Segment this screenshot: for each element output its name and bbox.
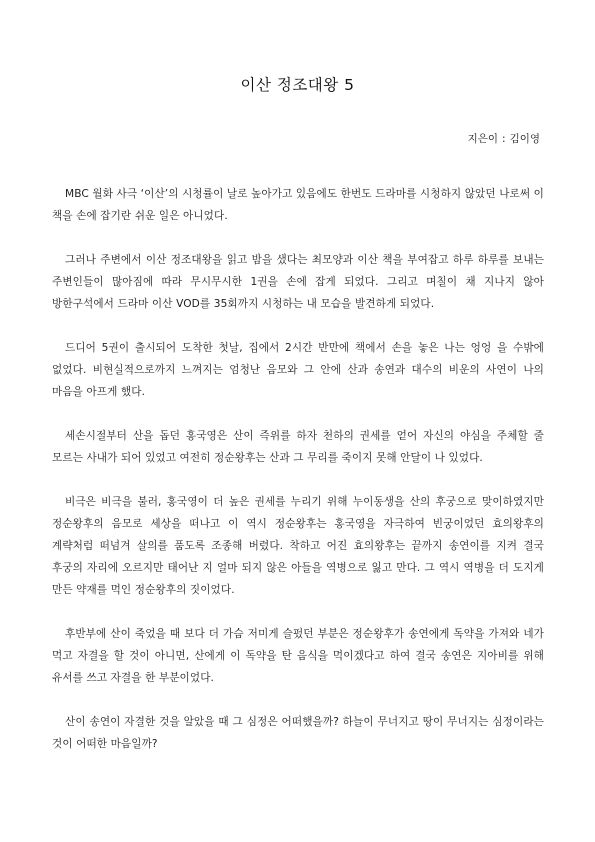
paragraph: MBC 월화 사극 ‘이산’의 시청률이 날로 높아가고 있음에도 한번도 드라마를 시청하지 않았던 나로써 이 책을 손에 잡기란 쉬운 일은 아니었다. — [52, 188, 544, 222]
paragraph: 그러나 주변에서 이산 정조대왕을 읽고 밤을 샜다는 최모양과 이산 책을 부여잡고 하루 하루를 보내는 주변인들이 많아짐에 따라 무시무시한 1권을 손에 잡게 되었다. 그리고 며칠이 채 지나지 않아 방한구석에서 드라마 이산 VOD를 35회까지 시청하는 내 모습을 발견하게 되었다. — [52, 254, 544, 310]
author-line — [468, 131, 540, 146]
paragraph: 비극은 비극을 불러, 홍국영이 더 높은 권세를 누리기 위해 누이동생을 산의 후궁으로 맞이하였지만 정순왕후의 음모로 세상을 떠나고 이 역시 정순왕후는 홍국영을 자극하여 빈궁이었던 효의왕후의 계략처럼 떠넘겨 살의를 품도록 조종해 버렸다. 착하고 어진 효의왕후는 끝까지 송연이를 지켜 결국 후궁의 자리에 오르지만 태어난 지 얼마 되지 않은 아들을 역병으로 잃고 만다. 그 역시 역병을 더 도지게 만든 약재를 먹인 정순왕후의 짓이었다. — [52, 496, 544, 596]
paragraph: 세손시절부터 산을 돕던 홍국영은 산이 즉위를 하자 천하의 권세를 얻어 자신의 야심을 주체할 줄 모르는 사내가 되어 있었고 여전히 정순왕후는 산과 그 무리를 죽이지 못해 안달이 나 있었다. — [52, 430, 544, 464]
paragraph: 산이 송연이 자결한 것을 알았을 때 그 심정은 어떠했을까? 하늘이 무너지고 땅이 무너지는 심정이라는 것이 어떠한 마음일까? — [52, 716, 544, 750]
author-separator: : — [502, 133, 506, 145]
document-title: 이산 정조대왕 5 — [240, 76, 355, 94]
author-name: 김이영 — [509, 133, 540, 145]
paragraph: 후반부에 산이 죽었을 때 보다 더 가슴 저미게 슬펐던 부분은 정순왕후가 송연에게 독약을 가져와 네가 먹고 자결을 할 것이 아니면, 산에게 이 독약을 탄 음식을 먹이겠다고 하여 결국 송연은 지아비를 위해 유서를 쓰고 자결을 한 부분이었다. — [52, 628, 544, 684]
author-label: 지은이 — [467, 133, 499, 145]
document-body — [52, 183, 544, 777]
paragraph: 드디어 5권이 출시되어 도착한 첫날, 집에서 2시간 반만에 책에서 손을 놓은 나는 엉엉 을 수밖에 없었다. 비현실적으로까지 느껴지는 엄청난 음모와 그 안에 산과 송연과 대수의 비운의 사연이 나의 마음을 아프게 했다. — [52, 342, 544, 398]
